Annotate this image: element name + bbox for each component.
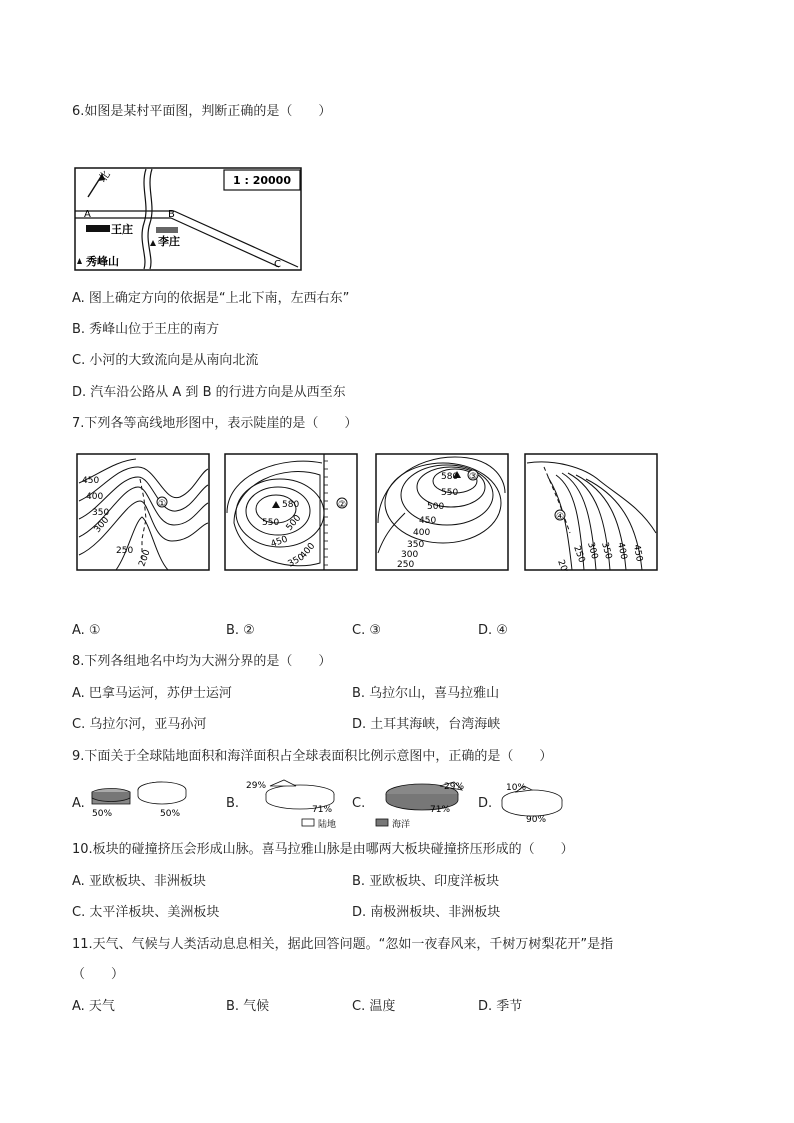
li-village-label: 李庄 <box>158 235 180 248</box>
map4-label-300: 300 <box>585 541 600 561</box>
question-8-stem: 8.下列各组地名中均为大洲分界的是（ ） <box>72 654 332 669</box>
question-9-stem: 9.下面关于全球陆地面积和海洋面积占全球表面积比例示意图中，正确的是（ ） <box>72 749 553 764</box>
map2-label-450: 450 <box>269 534 290 550</box>
q8-option-c[interactable]: C. 乌拉尔河，亚马孙河 <box>72 717 207 732</box>
pie-legend <box>300 815 430 829</box>
q11-option-c[interactable]: C. 温度 <box>352 999 396 1014</box>
contour-map-3 <box>375 453 509 571</box>
pie-b-dark-label: 29% <box>246 781 267 791</box>
map1-label-200: 200 <box>137 548 153 569</box>
map2-label-500: 500 <box>284 513 304 533</box>
map1-label-300: 300 <box>92 515 112 535</box>
q10-option-a[interactable]: A. 亚欧板块、非洲板块 <box>72 874 206 889</box>
north-label: 北 <box>95 168 113 185</box>
pie-a-light-label: 50% <box>160 809 181 819</box>
question-11-stem: 11.天气、气候与人类活动息息相关，据此回答问题。“忽如一夜春风来，千树万树梨花开”是指 <box>72 937 614 952</box>
map4-label-350: 350 <box>599 541 614 561</box>
q8-option-d[interactable]: D. 土耳其海峡，台湾海峡 <box>352 717 501 732</box>
q7-option-b[interactable]: B. ② <box>226 623 255 638</box>
wang-village-label: 王庄 <box>111 223 133 236</box>
map4-label-450: 450 <box>631 543 644 563</box>
q9-option-c[interactable]: C. <box>352 796 366 811</box>
q11-option-d[interactable]: D. 季节 <box>478 999 523 1014</box>
wang-village-marker <box>86 225 110 232</box>
map3-summit-label: 580 <box>441 472 459 482</box>
map1-label-350: 350 <box>92 508 110 518</box>
q6-option-d[interactable]: D. 汽车沿公路从 A 到 B 的行进方向是从西至东 <box>72 385 346 400</box>
question-10-stem: 10.板块的碰撞挤压会形成山脉。喜马拉雅山脉是由哪两大板块碰撞挤压形成的（ ） <box>72 842 574 857</box>
legend-ocean-swatch <box>376 819 388 826</box>
q6-option-c[interactable]: C. 小河的大致流向是从南向北流 <box>72 353 259 368</box>
map4-marker: ④ <box>555 512 565 522</box>
map3-label-250: 250 <box>397 560 415 570</box>
contour-map-2 <box>224 453 358 571</box>
map3-label-300: 300 <box>401 550 419 560</box>
q9-option-b[interactable]: B. <box>226 796 240 811</box>
map3-label-450: 450 <box>419 516 437 526</box>
map3-label-350: 350 <box>407 540 425 550</box>
mountain-label: 秀峰山 <box>86 255 119 268</box>
question-11-stem-cont: （ ） <box>72 967 125 982</box>
point-c-label: C <box>274 259 281 270</box>
map1-label-400: 400 <box>86 492 104 502</box>
pie-c-dark-label: 29% <box>444 782 465 792</box>
pie-chart-a <box>88 780 188 822</box>
pie-a-dark-label: 50% <box>92 809 113 819</box>
contour-map-4 <box>524 453 658 571</box>
pie-d-dark-label: 10% <box>506 783 527 793</box>
pie-c-light-label: 71% <box>430 805 451 815</box>
pie-b-light-label: 71% <box>312 805 333 814</box>
map-scale-label: 1 : 20000 <box>233 174 291 187</box>
map2-label-400: 400 <box>298 541 318 561</box>
q9-option-d[interactable]: D. <box>478 796 493 811</box>
legend-land-label: 陆地 <box>318 820 337 830</box>
point-a-label: A <box>84 209 91 220</box>
map2-marker: ② <box>337 500 347 510</box>
q6-option-a[interactable]: A. 图上确定方向的依据是“上北下南，左西右东” <box>72 291 350 306</box>
map1-label-250: 250 <box>116 546 134 556</box>
map2-label-350: 350 <box>286 552 307 570</box>
map1-marker: ① <box>157 499 167 509</box>
question-7-stem: 7.下列各等高线地形图中，表示陡崖的是（ ） <box>72 416 358 431</box>
q10-option-b[interactable]: B. 亚欧板块、印度洋板块 <box>352 874 500 889</box>
q7-option-c[interactable]: C. ③ <box>352 623 381 638</box>
map3-label-500: 500 <box>427 502 445 512</box>
q10-option-d[interactable]: D. 南极洲板块、非洲板块 <box>352 905 501 920</box>
pie-chart-c <box>382 780 478 816</box>
village-map-figure <box>74 167 302 271</box>
map3-label-550: 550 <box>441 488 459 498</box>
q6-option-b[interactable]: B. 秀峰山位于王庄的南方 <box>72 322 220 337</box>
map3-marker: ③ <box>468 472 478 482</box>
map2-summit-label: 580 <box>282 500 300 510</box>
q11-option-a[interactable]: A. 天气 <box>72 999 115 1014</box>
q7-option-d[interactable]: D. ④ <box>478 623 508 638</box>
q8-option-b[interactable]: B. 乌拉尔山，喜马拉雅山 <box>352 686 500 701</box>
q7-option-a[interactable]: A. ① <box>72 623 101 638</box>
map2-label-550: 550 <box>262 518 280 528</box>
map4-label-250: 250 <box>571 544 587 565</box>
pie-chart-d <box>496 780 568 826</box>
map1-label-450: 450 <box>82 476 100 486</box>
contour-map-1 <box>76 453 210 571</box>
q11-option-b[interactable]: B. 气候 <box>226 999 270 1014</box>
point-b-label: B <box>168 209 175 220</box>
map4-label-200: 200 <box>555 558 571 571</box>
legend-ocean-label: 海洋 <box>392 820 411 830</box>
map3-label-400: 400 <box>413 528 431 538</box>
question-6-stem: 6.如图是某村平面图，判断正确的是（ ） <box>72 104 332 119</box>
q8-option-a[interactable]: A. 巴拿马运河，苏伊士运河 <box>72 686 232 701</box>
legend-land-swatch <box>302 819 314 826</box>
pie-chart-b <box>244 778 344 814</box>
map4-label-400: 400 <box>615 541 629 561</box>
q9-option-a[interactable]: A. <box>72 796 85 811</box>
pie-d-light-label: 90% <box>526 815 547 825</box>
li-village-marker <box>156 227 178 233</box>
q10-option-c[interactable]: C. 太平洋板块、美洲板块 <box>72 905 220 920</box>
